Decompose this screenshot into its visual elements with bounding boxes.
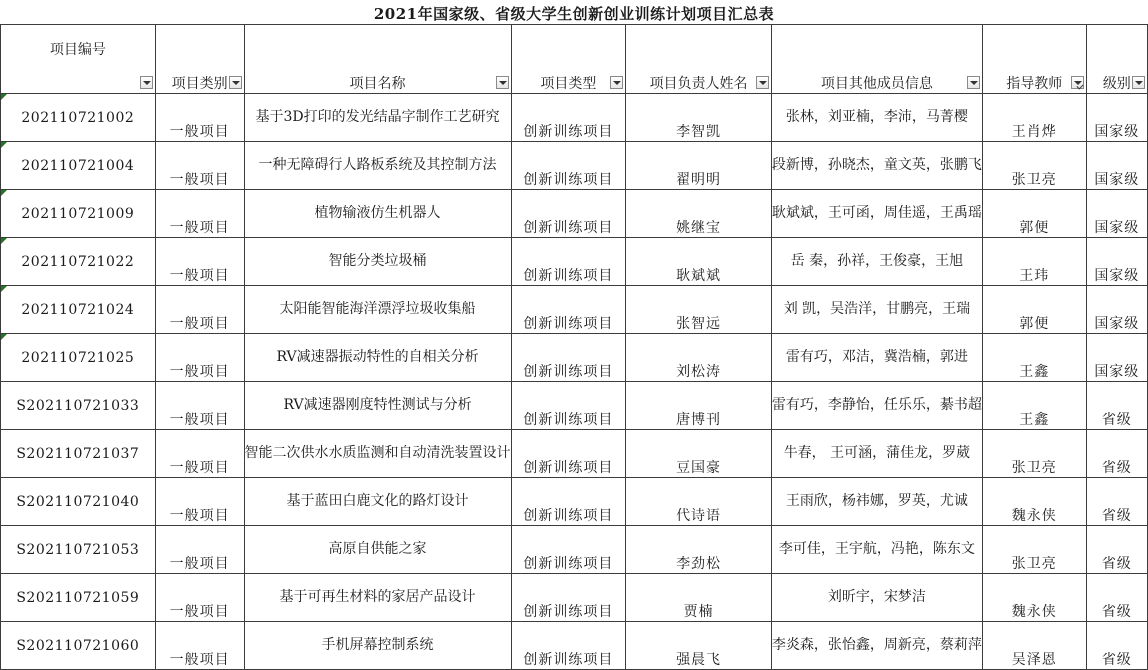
cell-text: 一般项目	[169, 124, 230, 140]
cell-project-category[interactable]	[155, 622, 244, 670]
cell-text: 耿斌斌	[676, 268, 722, 284]
cell-text: 刘昕宇，宋梦洁	[827, 589, 926, 605]
cell-project-category[interactable]	[155, 142, 244, 190]
cell-project-type[interactable]	[511, 574, 626, 622]
cell-project-name[interactable]	[244, 430, 511, 478]
cell-text: 张卫亮	[1011, 556, 1057, 572]
cell-text: 创新训练项目	[523, 172, 614, 188]
cell-project-category[interactable]	[155, 526, 244, 574]
header-label: 项目负责人姓名	[649, 76, 748, 92]
cell-text: 国家级	[1094, 220, 1140, 236]
table-row	[1, 334, 1148, 382]
cell-text: 刘松涛	[676, 364, 722, 380]
cell-text: 创新训练项目	[523, 508, 614, 524]
cell-project-leader[interactable]	[626, 382, 772, 430]
cell-project-leader[interactable]	[626, 190, 772, 238]
header-label: 项目其他成员信息	[820, 76, 933, 92]
cell-project-type[interactable]	[511, 286, 626, 334]
cell-text: 手机屏幕控制系统	[321, 637, 434, 653]
cell-project-category[interactable]	[155, 478, 244, 526]
cell-text: 一般项目	[169, 172, 230, 188]
cell-project-name[interactable]	[244, 526, 511, 574]
table-row	[1, 142, 1148, 190]
cell-text: 一般项目	[169, 556, 230, 572]
cell-text: 翟明明	[676, 172, 722, 188]
header-project-code[interactable]	[1, 25, 156, 94]
cell-text: 贾楠	[683, 604, 714, 620]
cell-text: 一般项目	[169, 412, 230, 428]
cell-project-leader[interactable]	[626, 574, 772, 622]
cell-text: 创新训练项目	[523, 652, 614, 668]
cell-text: 太阳能智能海洋漂浮垃圾收集船	[279, 301, 476, 317]
cell-project-leader[interactable]	[626, 430, 772, 478]
table-row	[1, 190, 1148, 238]
cell-text: 一般项目	[169, 364, 230, 380]
cell-text: 雷有巧，李静怡，任乐乐，綦书超	[771, 397, 982, 413]
cell-text: 刘 凯，吴浩洋，甘鹏亮，王瑞	[783, 301, 971, 317]
cell-text: 创新训练项目	[523, 412, 614, 428]
cell-text: 豆国豪	[676, 460, 722, 476]
cell-text: 一般项目	[169, 460, 230, 476]
cell-text: 创新训练项目	[523, 556, 614, 572]
cell-project-category[interactable]	[155, 238, 244, 286]
table-row	[1, 526, 1148, 574]
cell-text: 张卫亮	[1011, 460, 1057, 476]
cell-project-code[interactable]	[1, 526, 156, 574]
header-row	[1, 25, 1148, 94]
cell-comment-marker-icon	[1, 286, 7, 292]
cell-text: 基于3D打印的发光结晶字制作工艺研究	[255, 109, 500, 125]
cell-project-category[interactable]	[155, 430, 244, 478]
project-table	[0, 24, 1148, 670]
cell-other-members[interactable]	[771, 382, 982, 430]
cell-text: 国家级	[1094, 364, 1140, 380]
cell-text: S202110721060	[16, 637, 140, 654]
cell-project-category[interactable]	[155, 382, 244, 430]
cell-text: 创新训练项目	[523, 220, 614, 236]
cell-project-name[interactable]	[244, 238, 511, 286]
cell-text: 省级	[1101, 460, 1132, 476]
cell-text: 202110721009	[21, 205, 135, 222]
cell-project-code[interactable]	[1, 382, 156, 430]
cell-project-type[interactable]	[511, 238, 626, 286]
cell-project-code[interactable]	[1, 238, 156, 286]
cell-text: 创新训练项目	[523, 124, 614, 140]
cell-project-category[interactable]	[155, 94, 244, 142]
cell-other-members[interactable]	[771, 286, 982, 334]
cell-project-leader[interactable]	[626, 478, 772, 526]
cell-text: 智能二次供水水质监测和自动清洗装置设计	[244, 445, 511, 461]
cell-advisor[interactable]	[982, 526, 1086, 574]
cell-project-code[interactable]	[1, 574, 156, 622]
cell-project-category[interactable]	[155, 190, 244, 238]
cell-text: 一般项目	[169, 220, 230, 236]
cell-project-leader[interactable]	[626, 94, 772, 142]
cell-other-members[interactable]	[771, 190, 982, 238]
cell-text: S202110721053	[16, 541, 140, 558]
cell-text: 国家级	[1094, 124, 1140, 140]
table-row	[1, 94, 1148, 142]
header-label: 项目类型	[540, 76, 597, 92]
cell-text: 一种无障碍行人路板系统及其控制方法	[258, 157, 497, 173]
header-project-leader[interactable]	[626, 25, 772, 94]
cell-text: 王肖烨	[1011, 124, 1057, 140]
cell-project-name[interactable]	[244, 286, 511, 334]
cell-text: 创新训练项目	[523, 316, 614, 332]
cell-text: 牛春， 王可涵，蒲佳龙，罗葳	[783, 445, 971, 461]
cell-text: 雷有巧，邓洁，冀浩楠，郭进	[785, 349, 968, 365]
cell-project-name[interactable]	[244, 622, 511, 670]
cell-project-name[interactable]	[244, 334, 511, 382]
cell-text: 202110721022	[21, 253, 135, 270]
cell-level[interactable]	[1086, 286, 1147, 334]
cell-other-members[interactable]	[771, 430, 982, 478]
cell-text: 王鑫	[1019, 412, 1050, 428]
dropdown-filter-icon[interactable]	[140, 76, 153, 89]
cell-project-code[interactable]	[1, 94, 156, 142]
cell-advisor[interactable]	[982, 574, 1086, 622]
cell-text: 唐博刊	[676, 412, 722, 428]
cell-text: 段新博，孙晓杰，童文英，张鹏飞	[771, 157, 982, 173]
cell-project-name[interactable]	[244, 478, 511, 526]
cell-advisor[interactable]	[982, 94, 1086, 142]
cell-project-leader[interactable]	[626, 238, 772, 286]
cell-text: 王雨欣，杨祎娜，罗英，尤诚	[785, 493, 968, 509]
cell-text: RV减速器振动特性的自相关分析	[276, 349, 479, 365]
cell-project-leader[interactable]	[626, 526, 772, 574]
cell-advisor[interactable]	[982, 238, 1086, 286]
cell-comment-marker-icon	[1, 94, 7, 100]
cell-text: 一般项目	[169, 268, 230, 284]
cell-project-leader[interactable]	[626, 334, 772, 382]
cell-level[interactable]	[1086, 142, 1147, 190]
cell-other-members[interactable]	[771, 478, 982, 526]
cell-text: 代诗语	[676, 508, 722, 524]
cell-text: 省级	[1101, 508, 1132, 524]
cell-project-leader[interactable]	[626, 286, 772, 334]
header-project-category[interactable]	[155, 25, 244, 94]
cell-text: RV减速器刚度特性测试与分析	[283, 397, 472, 413]
dropdown-filter-icon[interactable]	[756, 76, 769, 89]
cell-project-code[interactable]	[1, 190, 156, 238]
table-row	[1, 382, 1148, 430]
cell-text: 张林，刘亚楠，李沛，马菁樱	[785, 109, 968, 125]
cell-text: 省级	[1101, 412, 1132, 428]
header-level[interactable]	[1086, 25, 1147, 94]
cell-text: 一般项目	[169, 604, 230, 620]
table-row	[1, 430, 1148, 478]
cell-text: 一般项目	[169, 508, 230, 524]
cell-project-code[interactable]	[1, 478, 156, 526]
table-row	[1, 238, 1148, 286]
cell-text: 创新训练项目	[523, 604, 614, 620]
cell-text: 魏永侠	[1011, 604, 1057, 620]
cell-text: S202110721059	[16, 589, 140, 606]
cell-text: 耿斌斌，王可函，周佳遥，王禹瑶	[771, 205, 982, 221]
cell-project-code[interactable]	[1, 622, 156, 670]
cell-project-code[interactable]	[1, 334, 156, 382]
cell-text: 创新训练项目	[523, 268, 614, 284]
cell-text: 姚继宝	[676, 220, 722, 236]
header-advisor[interactable]	[982, 25, 1086, 94]
cell-text: 张智远	[676, 316, 722, 332]
cell-level[interactable]	[1086, 94, 1147, 142]
cell-other-members[interactable]	[771, 526, 982, 574]
cell-text: 王玮	[1019, 268, 1050, 284]
cell-project-leader[interactable]	[626, 142, 772, 190]
cell-text: 创新训练项目	[523, 460, 614, 476]
cell-project-type[interactable]	[511, 526, 626, 574]
cell-level[interactable]	[1086, 238, 1147, 286]
cell-text: 李炎森，张怡鑫，周新亮，蔡莉萍	[771, 637, 982, 653]
cell-text: 国家级	[1094, 268, 1140, 284]
cell-text: 省级	[1101, 652, 1132, 668]
header-label: 级别	[1102, 76, 1131, 92]
cell-project-type[interactable]	[511, 334, 626, 382]
header-other-members[interactable]	[771, 25, 982, 94]
cell-text: 一般项目	[169, 652, 230, 668]
cell-other-members[interactable]	[771, 622, 982, 670]
cell-project-leader[interactable]	[626, 622, 772, 670]
cell-text: S202110721037	[16, 445, 140, 462]
cell-comment-marker-icon	[1, 190, 7, 196]
cell-advisor[interactable]	[982, 478, 1086, 526]
cell-text: 省级	[1101, 556, 1132, 572]
cell-advisor[interactable]	[982, 382, 1086, 430]
cell-text: 202110721002	[21, 109, 135, 126]
cell-project-category[interactable]	[155, 334, 244, 382]
cell-text: 植物输液仿生机器人	[314, 205, 441, 221]
cell-level[interactable]	[1086, 622, 1147, 670]
cell-text: 高原自供能之家	[328, 541, 427, 557]
cell-text: 郭便	[1019, 220, 1050, 236]
cell-advisor[interactable]	[982, 430, 1086, 478]
cell-project-type[interactable]	[511, 190, 626, 238]
cell-text: 一般项目	[169, 316, 230, 332]
cell-level[interactable]	[1086, 574, 1147, 622]
cell-project-type[interactable]	[511, 430, 626, 478]
cell-text: S202110721033	[16, 397, 140, 414]
cell-project-type[interactable]	[511, 382, 626, 430]
cell-other-members[interactable]	[771, 142, 982, 190]
cell-text: 202110721025	[21, 349, 135, 366]
cell-level[interactable]	[1086, 382, 1147, 430]
header-label: 项目编号	[49, 42, 106, 58]
header-label: 项目名称	[349, 76, 406, 92]
cell-level[interactable]	[1086, 430, 1147, 478]
table-row	[1, 478, 1148, 526]
cell-text: 王鑫	[1019, 364, 1050, 380]
cell-other-members[interactable]	[771, 574, 982, 622]
filter-active-icon[interactable]	[1071, 76, 1084, 89]
cell-text: 202110721004	[21, 157, 135, 174]
header-project-name[interactable]	[244, 25, 511, 94]
cell-text: S202110721040	[16, 493, 140, 510]
cell-project-category[interactable]	[155, 574, 244, 622]
cell-comment-marker-icon	[1, 334, 7, 340]
cell-project-name[interactable]	[244, 382, 511, 430]
cell-comment-marker-icon	[1, 238, 7, 244]
cell-text: 基于可再生材料的家居产品设计	[279, 589, 476, 605]
dropdown-filter-icon[interactable]	[967, 76, 980, 89]
cell-text: 张卫亮	[1011, 172, 1057, 188]
cell-project-name[interactable]	[244, 94, 511, 142]
cell-project-code[interactable]	[1, 286, 156, 334]
cell-text: 岳 秦，孙祥，王俊豪，王旭	[790, 253, 964, 269]
cell-text: 智能分类垃圾桶	[328, 253, 427, 269]
header-label: 项目类别	[171, 76, 228, 92]
cell-project-name[interactable]	[244, 142, 511, 190]
cell-text: 郭便	[1019, 316, 1050, 332]
table-row	[1, 286, 1148, 334]
cell-project-type[interactable]	[511, 94, 626, 142]
cell-text: 吴泽恩	[1011, 652, 1057, 668]
cell-other-members[interactable]	[771, 334, 982, 382]
dropdown-filter-icon[interactable]	[496, 76, 509, 89]
dropdown-filter-icon[interactable]	[1132, 76, 1145, 89]
cell-project-category[interactable]	[155, 286, 244, 334]
cell-project-name[interactable]	[244, 574, 511, 622]
cell-level[interactable]	[1086, 526, 1147, 574]
dropdown-filter-icon[interactable]	[610, 76, 623, 89]
cell-advisor[interactable]	[982, 334, 1086, 382]
cell-text: 强晨飞	[676, 652, 722, 668]
table-row	[1, 574, 1148, 622]
header-label: 指导教师	[1006, 76, 1063, 92]
cell-text: 李智凯	[676, 124, 722, 140]
cell-other-members[interactable]	[771, 238, 982, 286]
sheet-title: 2021年国家级、省级大学生创新创业训练计划项目汇总表	[373, 5, 775, 23]
cell-advisor[interactable]	[982, 286, 1086, 334]
cell-project-type[interactable]	[511, 142, 626, 190]
cell-level[interactable]	[1086, 478, 1147, 526]
cell-project-type[interactable]	[511, 478, 626, 526]
cell-project-name[interactable]	[244, 190, 511, 238]
cell-project-code[interactable]	[1, 430, 156, 478]
cell-text: 202110721024	[21, 301, 135, 318]
cell-text: 国家级	[1094, 316, 1140, 332]
cell-advisor[interactable]	[982, 142, 1086, 190]
cell-text: 李劲松	[676, 556, 722, 572]
cell-text: 省级	[1101, 604, 1132, 620]
cell-advisor[interactable]	[982, 190, 1086, 238]
cell-advisor[interactable]	[982, 622, 1086, 670]
cell-text: 基于蓝田白鹿文化的路灯设计	[286, 493, 469, 509]
cell-project-type[interactable]	[511, 622, 626, 670]
cell-other-members[interactable]	[771, 94, 982, 142]
cell-text: 创新训练项目	[523, 364, 614, 380]
cell-project-code[interactable]	[1, 142, 156, 190]
cell-level[interactable]	[1086, 190, 1147, 238]
cell-text: 国家级	[1094, 172, 1140, 188]
cell-text: 魏永侠	[1011, 508, 1057, 524]
cell-text: 李可佳，王宇航，冯艳，陈东文	[778, 541, 975, 557]
cell-level[interactable]	[1086, 334, 1147, 382]
table-row	[1, 622, 1148, 670]
dropdown-filter-icon[interactable]	[229, 76, 242, 89]
cell-comment-marker-icon	[1, 142, 7, 148]
header-project-type[interactable]	[511, 25, 626, 94]
